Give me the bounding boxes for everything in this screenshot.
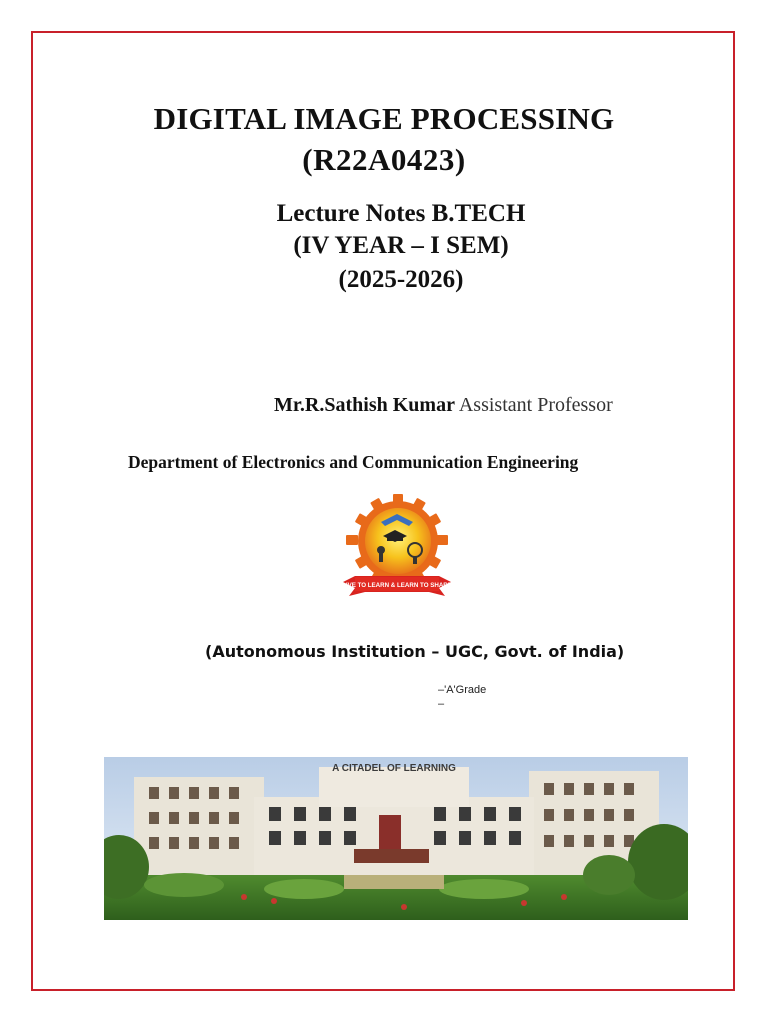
- academic-year: (2025-2026): [338, 266, 464, 293]
- author-line: [274, 394, 613, 417]
- year-sem: (IV YEAR – I SEM): [293, 232, 509, 259]
- notes-label: Lecture Notes B.TECH: [276, 200, 526, 227]
- department-name: Department of Electronics and Communication Engineering: [128, 452, 579, 472]
- institution-status: (Autonomous Institution – UGC, Govt. of India): [205, 642, 625, 661]
- logo-motto: LIVE TO LEARN & LEARN TO SHARE: [342, 582, 452, 589]
- course-title: DIGITAL IMAGE PROCESSING: [153, 101, 615, 136]
- college-logo: [337, 492, 457, 604]
- author-role: Assistant Professor: [458, 394, 613, 416]
- grade-dash: –: [438, 698, 445, 710]
- motto-ribbon: [342, 576, 452, 596]
- course-code: (R22A0423): [302, 142, 466, 177]
- author-name: Mr.R.Sathish Kumar: [274, 394, 455, 416]
- campus-photo: [104, 757, 688, 920]
- gear-emblem-icon: [346, 494, 448, 588]
- campus-banner: A CITADEL OF LEARNING: [332, 763, 456, 774]
- grade-text: –'A'Grade: [438, 684, 487, 696]
